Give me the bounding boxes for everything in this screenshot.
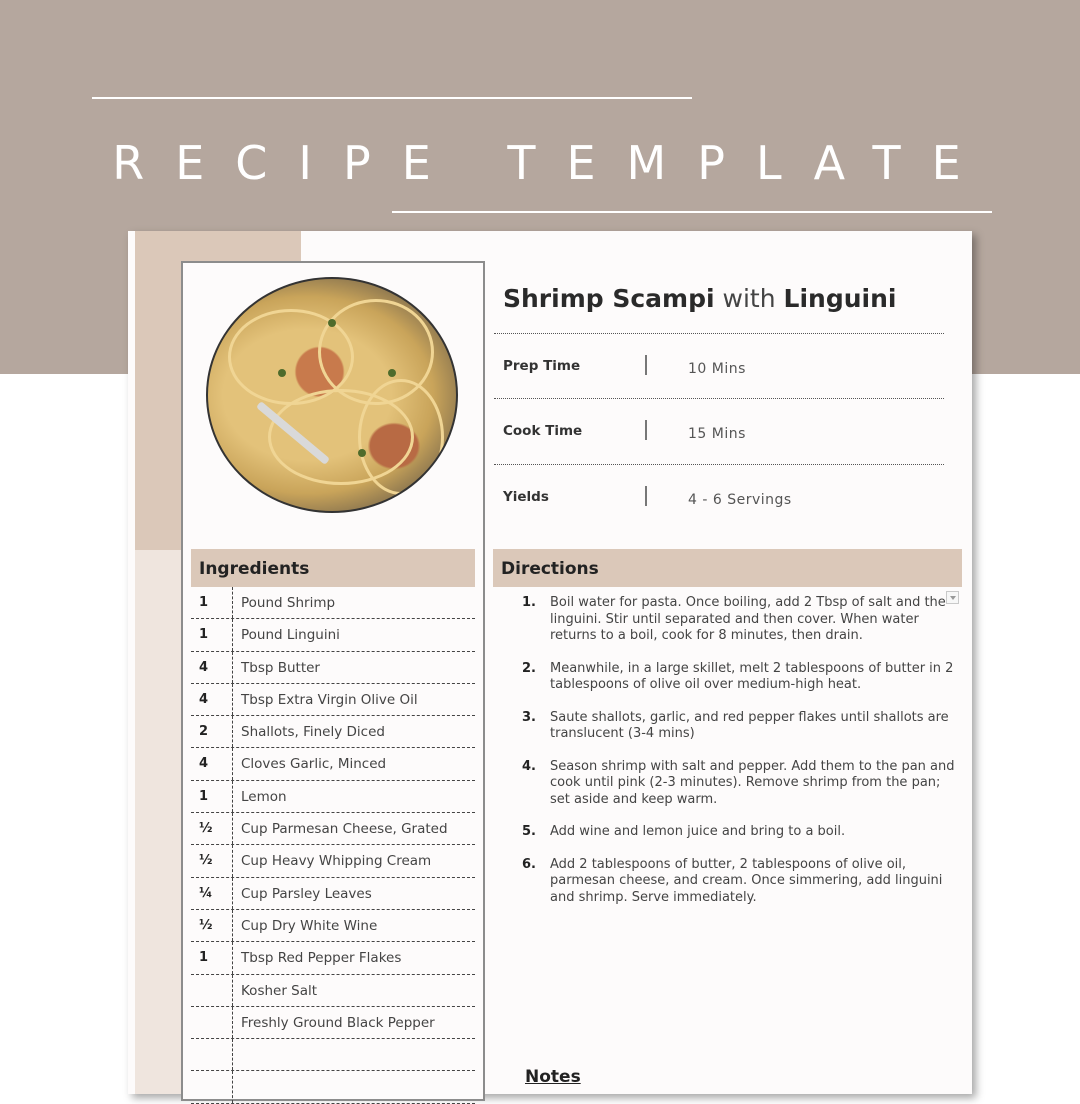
- ingredient-row[interactable]: [191, 1071, 475, 1103]
- recipe-title-second: Linguini: [783, 284, 897, 313]
- ingredient-row[interactable]: [191, 748, 475, 780]
- ingredient-name: Cup Parmesan Cheese, Grated: [241, 821, 448, 838]
- step-text: Boil water for pasta. Once boiling, add 2 Tbsp of salt and the linguini. Stir until separated and then cover. When water returns to a boil, cook for 8 minutes, then drain.: [550, 595, 946, 643]
- direction-step[interactable]: [518, 759, 958, 809]
- ingredient-row[interactable]: [191, 652, 475, 684]
- step-text: Add 2 tablespoons of butter, 2 tablespoons of olive oil, parmesan cheese, and cream. Once simmering, add linguini and shrimp. Serve immediately.: [550, 856, 943, 905]
- info-label: Prep Time: [503, 358, 581, 374]
- step-text: Add wine and lemon juice and bring to a boil.: [550, 824, 846, 839]
- direction-step[interactable]: [518, 661, 958, 694]
- ingredient-row[interactable]: [191, 910, 475, 942]
- step-text: Meanwhile, in a large skillet, melt 2 tablespoons of butter in 2 tablespoons of olive oil over medium-high heat.: [550, 660, 954, 692]
- recipe-title: [503, 281, 963, 317]
- ingredient-name: Tbsp Red Pepper Flakes: [241, 950, 402, 967]
- info-label: Cook Time: [503, 423, 583, 439]
- recipe-title-connector: with: [722, 284, 776, 313]
- ingredient-row[interactable]: [191, 781, 475, 813]
- ingredient-row[interactable]: [191, 878, 475, 910]
- ingredient-qty: ½: [199, 853, 213, 869]
- ingredient-name: Freshly Ground Black Pepper: [241, 1014, 435, 1031]
- ingredient-qty: 1: [199, 950, 209, 966]
- ingredient-qty: 4: [199, 756, 209, 772]
- info-divider: [494, 398, 944, 399]
- ingredients-heading: Ingredients: [191, 549, 475, 587]
- step-number: 2.: [522, 660, 536, 676]
- ingredient-name: Pound Shrimp: [241, 595, 336, 611]
- directions-heading: Directions: [493, 549, 962, 587]
- ingredient-row[interactable]: [191, 813, 475, 845]
- ingredient-name: Shallots, Finely Diced: [241, 724, 385, 741]
- ingredient-row[interactable]: [191, 587, 475, 619]
- ingredient-qty: 4: [199, 659, 209, 675]
- info-divider: [494, 464, 944, 465]
- step-text: Season shrimp with salt and pepper. Add them to the pan and cook until pink (2-3 minutes). Remove shrimp from the pan; set aside and keep warm.: [550, 758, 955, 807]
- ingredient-name: Cup Parsley Leaves: [241, 885, 372, 902]
- recipe-title-main: Shrimp Scampi: [503, 284, 715, 313]
- info-value[interactable]: 10 Mins: [688, 361, 746, 377]
- notes-heading: Notes: [525, 1067, 581, 1087]
- info-value[interactable]: 4 - 6 Servings: [688, 492, 792, 508]
- ingredient-name: Cup Heavy Whipping Cream: [241, 853, 432, 870]
- step-number: 4.: [522, 758, 536, 774]
- ingredient-row[interactable]: [191, 619, 475, 651]
- ingredient-qty: 4: [199, 691, 209, 707]
- ingredient-name: Tbsp Extra Virgin Olive Oil: [241, 691, 418, 708]
- ingredient-row[interactable]: [191, 975, 475, 1007]
- ingredient-row[interactable]: [191, 684, 475, 716]
- directions-list: [518, 595, 958, 922]
- ingredient-row[interactable]: [191, 1039, 475, 1071]
- ingredient-name: Cloves Garlic, Minced: [241, 756, 387, 773]
- info-separator: [645, 355, 647, 375]
- info-separator: [645, 486, 647, 506]
- ingredient-name: Kosher Salt: [241, 982, 318, 999]
- step-number: 6.: [522, 856, 536, 872]
- direction-step[interactable]: [518, 857, 958, 907]
- ingredient-name: Lemon: [241, 788, 287, 805]
- ingredient-qty: 1: [199, 627, 209, 643]
- ingredient-qty: 2: [199, 724, 209, 740]
- ingredient-qty: ½: [199, 917, 213, 933]
- banner-title: RECIPE TEMPLATE: [112, 136, 992, 190]
- ingredient-name: Cup Dry White Wine: [241, 917, 378, 934]
- info-row-cook: [503, 416, 943, 446]
- ingredient-qty: 1: [199, 788, 209, 804]
- info-separator: [645, 420, 647, 440]
- ingredient-row[interactable]: [191, 1007, 475, 1039]
- info-divider: [494, 333, 944, 334]
- banner-divider-top: [92, 97, 692, 99]
- ingredient-qty: ½: [199, 821, 213, 837]
- shrimp-pasta-photo: [206, 277, 458, 513]
- ingredients-table: [191, 587, 475, 1104]
- info-row-yields: [503, 482, 943, 512]
- direction-step[interactable]: [518, 710, 958, 743]
- info-label: Yields: [503, 489, 549, 505]
- ingredient-qty: 1: [199, 595, 209, 610]
- banner-divider-bottom: [392, 211, 992, 213]
- ingredient-name: Pound Linguini: [241, 627, 340, 644]
- recipe-sheet: [128, 231, 972, 1094]
- info-row-prep: [503, 351, 943, 381]
- step-text: Saute shallots, garlic, and red pepper flakes until shallots are translucent (3-4 mins): [550, 709, 949, 741]
- ingredient-row[interactable]: [191, 942, 475, 974]
- ingredient-qty: ¼: [199, 885, 213, 901]
- ingredient-row[interactable]: [191, 845, 475, 877]
- direction-step[interactable]: [518, 824, 958, 841]
- step-number: 3.: [522, 709, 536, 725]
- info-value[interactable]: 15 Mins: [688, 426, 746, 442]
- step-number: 1.: [522, 595, 536, 610]
- ingredient-row[interactable]: [191, 716, 475, 748]
- step-number: 5.: [522, 824, 536, 839]
- direction-step[interactable]: [518, 595, 958, 645]
- ingredient-name: Tbsp Butter: [241, 659, 320, 676]
